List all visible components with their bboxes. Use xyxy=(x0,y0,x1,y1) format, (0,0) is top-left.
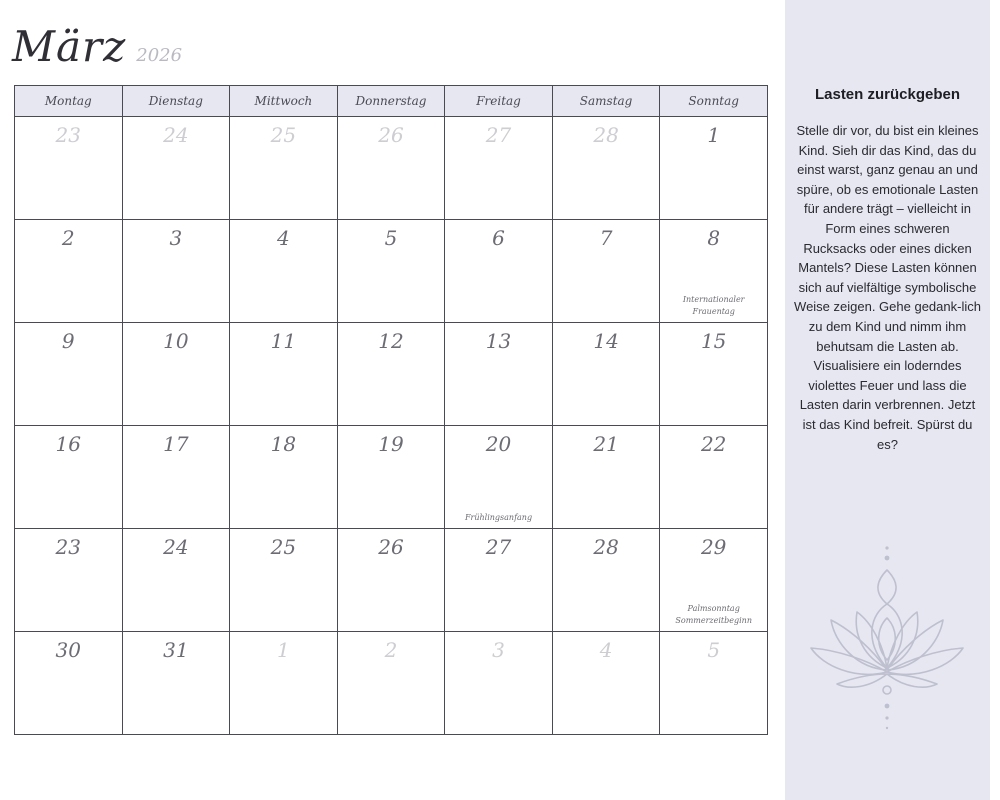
day-cell[interactable] xyxy=(445,220,553,323)
day-cell[interactable] xyxy=(445,117,553,220)
day-cell[interactable] xyxy=(445,426,553,529)
weekday-header-0: Montag xyxy=(15,86,123,117)
day-number: 27 xyxy=(485,535,512,559)
day-number: 4 xyxy=(599,638,613,662)
calendar-week-row xyxy=(15,117,768,220)
day-number: 6 xyxy=(492,226,505,250)
day-number: 26 xyxy=(378,535,404,559)
day-cell[interactable] xyxy=(445,323,553,426)
day-cell[interactable] xyxy=(230,117,338,220)
day-cell[interactable] xyxy=(230,220,338,323)
day-number: 26 xyxy=(378,123,404,147)
day-number: 5 xyxy=(384,226,398,250)
day-number: 3 xyxy=(169,226,183,250)
calendar-grid xyxy=(14,85,768,735)
month-name: März xyxy=(12,22,127,71)
day-number: 31 xyxy=(163,638,189,662)
day-cell[interactable] xyxy=(230,632,338,735)
day-cell[interactable] xyxy=(15,426,123,529)
day-number: 30 xyxy=(55,638,81,662)
day-number: 10 xyxy=(163,329,189,353)
day-number: 3 xyxy=(492,638,505,662)
holiday-note-line: Internationaler xyxy=(682,295,745,304)
calendar-week-row xyxy=(15,426,768,529)
day-cell[interactable] xyxy=(552,220,660,323)
day-cell[interactable] xyxy=(15,529,123,632)
calendar-title xyxy=(12,22,182,71)
day-number: 29 xyxy=(700,535,727,559)
day-number: 1 xyxy=(277,638,290,662)
day-number: 20 xyxy=(485,432,512,456)
day-number: 23 xyxy=(55,535,81,559)
calendar-week-row xyxy=(15,529,768,632)
day-cell[interactable] xyxy=(552,323,660,426)
day-cell[interactable] xyxy=(660,529,768,632)
calendar-week-row xyxy=(15,323,768,426)
holiday-note-line: Frühlingsanfang xyxy=(464,513,533,522)
day-number: 11 xyxy=(270,329,297,353)
day-cell[interactable] xyxy=(230,529,338,632)
day-cell[interactable] xyxy=(445,632,553,735)
day-cell[interactable] xyxy=(552,632,660,735)
day-cell[interactable] xyxy=(445,529,553,632)
day-cell[interactable] xyxy=(552,529,660,632)
day-cell[interactable] xyxy=(15,220,123,323)
day-number: 21 xyxy=(593,432,619,456)
day-cell[interactable] xyxy=(660,117,768,220)
day-cell[interactable] xyxy=(552,426,660,529)
calendar-week-row xyxy=(15,632,768,735)
day-cell[interactable] xyxy=(337,323,445,426)
holiday-note xyxy=(660,294,767,318)
weekday-header-row xyxy=(15,86,768,117)
weekday-header-4: Freitag xyxy=(445,86,553,117)
day-number: 1 xyxy=(707,123,721,147)
day-number: 2 xyxy=(384,638,398,662)
holiday-note-line: Palmsonntag xyxy=(687,604,740,613)
day-cell[interactable] xyxy=(337,117,445,220)
day-number: 7 xyxy=(599,226,613,250)
day-cell[interactable] xyxy=(230,323,338,426)
sidebar-text: Stelle dir vor, du bist ein kleines Kind. Sieh dir das Kind, das du einst warst, ganz genau an und spüre, ob es emotionale Lasten für andere trägt – vielleicht in Form eines schweren Rucksacks oder eines dicken Mantels? Diese Lasten können sich auf vielfältige symbolische Weise zeigen. Gehe gedank-lich zu dem Kind und nimm ihm behutsam die Lasten ab. Visualisiere ein loderndes violettes Feuer und lass die Lasten darin verbrennen. Jetzt ist das Kind befreit. Spürst du es? xyxy=(794,123,981,452)
calendar-body xyxy=(15,117,768,735)
day-number: 4 xyxy=(277,226,290,250)
day-cell[interactable] xyxy=(122,529,230,632)
day-cell[interactable] xyxy=(122,220,230,323)
day-cell[interactable] xyxy=(660,323,768,426)
day-cell[interactable] xyxy=(552,117,660,220)
day-number: 25 xyxy=(270,123,297,147)
day-number: 5 xyxy=(707,638,721,662)
day-number: 24 xyxy=(163,123,189,147)
holiday-note-line: Frauentag xyxy=(692,307,735,316)
day-cell[interactable] xyxy=(337,426,445,529)
day-cell[interactable] xyxy=(660,632,768,735)
day-number: 8 xyxy=(707,226,721,250)
weekday-header-2: Mittwoch xyxy=(230,86,338,117)
day-cell[interactable] xyxy=(122,117,230,220)
day-number: 27 xyxy=(485,123,512,147)
day-number: 12 xyxy=(378,329,404,353)
weekday-header-1: Dienstag xyxy=(122,86,230,117)
day-number: 19 xyxy=(378,432,404,456)
holiday-note-line: Sommerzeitbeginn xyxy=(675,616,752,625)
day-number: 25 xyxy=(270,535,297,559)
year-label: 2026 xyxy=(136,45,183,66)
day-number: 24 xyxy=(163,535,189,559)
day-number: 17 xyxy=(163,432,189,456)
day-cell[interactable] xyxy=(337,632,445,735)
day-cell[interactable] xyxy=(660,426,768,529)
day-cell[interactable] xyxy=(660,220,768,323)
day-number: 9 xyxy=(61,329,75,353)
day-cell[interactable] xyxy=(337,529,445,632)
calendar-week-row xyxy=(15,220,768,323)
day-cell[interactable] xyxy=(337,220,445,323)
day-number: 2 xyxy=(61,226,75,250)
day-cell[interactable] xyxy=(122,426,230,529)
sidebar-panel xyxy=(785,0,990,800)
day-number: 16 xyxy=(55,432,81,456)
weekday-header-6: Sonntag xyxy=(660,86,768,117)
day-number: 18 xyxy=(270,432,297,456)
day-number: 23 xyxy=(55,123,81,147)
day-number: 28 xyxy=(593,123,619,147)
lotus-icon xyxy=(807,540,967,740)
weekday-header-5: Samstag xyxy=(552,86,660,117)
day-number: 28 xyxy=(593,535,619,559)
day-cell[interactable] xyxy=(230,426,338,529)
holiday-note xyxy=(660,603,767,627)
holiday-note xyxy=(445,512,552,524)
day-number: 22 xyxy=(700,432,727,456)
weekday-header-3: Donnerstag xyxy=(337,86,445,117)
day-cell[interactable] xyxy=(15,117,123,220)
day-number: 14 xyxy=(593,329,619,353)
day-cell[interactable] xyxy=(15,323,123,426)
day-number: 13 xyxy=(485,329,512,353)
day-cell[interactable] xyxy=(15,632,123,735)
day-cell[interactable] xyxy=(122,632,230,735)
day-cell[interactable] xyxy=(122,323,230,426)
day-number: 15 xyxy=(700,329,727,353)
sidebar-heading: Lasten zurückgeben xyxy=(814,86,961,103)
